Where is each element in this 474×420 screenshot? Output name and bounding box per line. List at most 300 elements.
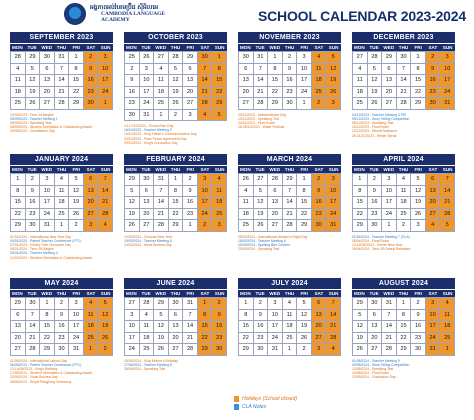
note-item: 23/10/2023 - Paris Peace Agreement Day: [124, 136, 187, 141]
day-cell: 2: [169, 110, 184, 122]
note-item: 29/09/2023 - Constitution Day: [10, 129, 55, 134]
day-cell: 15: [11, 197, 26, 209]
weekday-label: THU: [56, 291, 67, 296]
day-cell: 1: [84, 344, 99, 356]
day-cell: 27: [268, 220, 283, 232]
day-cell: 2: [125, 64, 140, 76]
day-cell: 31: [140, 110, 155, 122]
weekday-label: WED: [155, 45, 167, 50]
month-january-2024: [10, 154, 113, 260]
day-cell: 29: [283, 174, 298, 186]
day-cell: 13: [40, 75, 55, 87]
day-cell: 29: [239, 344, 254, 356]
day-cell: 8: [268, 64, 283, 76]
day-cell: 7: [154, 186, 169, 198]
day-cell: 9: [426, 64, 441, 76]
weekday-label: MON: [11, 167, 23, 172]
day-cell: 12: [26, 75, 41, 87]
day-cell: 24: [426, 333, 441, 345]
day-cell: 28: [382, 344, 397, 356]
day-cell: 5: [326, 52, 341, 64]
day-cell: 1: [239, 298, 254, 310]
day-cell: 18: [440, 321, 455, 333]
day-cell: 25: [212, 209, 227, 221]
day-cell: 28: [326, 333, 341, 345]
day-cell: 14: [154, 197, 169, 209]
day-cell: 18: [140, 333, 155, 345]
day-cell: 17: [125, 333, 140, 345]
day-cell: 27: [183, 98, 198, 110]
day-cell: 30: [368, 220, 383, 232]
day-cell: 3: [125, 310, 140, 322]
weekday-label: SUN: [214, 167, 225, 172]
weekday-label: MON: [239, 45, 251, 50]
day-cell: 14: [26, 321, 41, 333]
day-cell: 27: [353, 52, 368, 64]
day-cell: 8: [239, 310, 254, 322]
day-cell: 26: [154, 344, 169, 356]
day-cell: 27: [154, 52, 169, 64]
note-item: 16/08/2024 - Final Exam: [352, 371, 389, 376]
month-march-2024: [238, 154, 341, 251]
day-cell: 3: [98, 52, 113, 64]
day-cell: 18: [154, 87, 169, 99]
day-cell: 28: [98, 209, 113, 221]
day-cell: 24: [326, 209, 341, 221]
day-cell: 3: [382, 174, 397, 186]
day-cell: 17: [382, 197, 397, 209]
weekday-label: WED: [155, 167, 167, 172]
day-grid: [124, 173, 227, 232]
month-notes: [238, 235, 341, 252]
day-cell: 16: [368, 197, 383, 209]
day-cell: 23: [283, 87, 298, 99]
day-cell: 4: [397, 174, 412, 186]
day-cell: 17: [440, 75, 455, 87]
day-cell: 10: [140, 75, 155, 87]
day-cell: 28: [11, 52, 26, 64]
day-cell: 3: [212, 220, 227, 232]
day-cell: 25: [84, 333, 99, 345]
day-cell: 25: [353, 98, 368, 110]
day-cell: 30: [312, 220, 327, 232]
day-cell: 6: [11, 310, 26, 322]
day-cell: 24: [125, 344, 140, 356]
day-cell: 1: [382, 220, 397, 232]
day-cell: 8: [212, 64, 227, 76]
weekday-label: SUN: [328, 45, 339, 50]
day-cell: 10: [268, 310, 283, 322]
day-cell: 26: [26, 98, 41, 110]
day-cell: 21: [382, 333, 397, 345]
note-item: 01/04/2024 - Teacher Meeting 7 (CLA): [352, 234, 410, 239]
day-cell: 31: [55, 52, 70, 64]
weekday-label: THU: [170, 291, 181, 296]
day-cell: 21: [183, 333, 198, 345]
day-cell: 5: [368, 64, 383, 76]
academy-khmer-name: អង្គភាពអប់រំខេមប្រ៊ីដ ស៊ីអិលអេ: [90, 5, 159, 11]
note-item: 05/12/2023 - Story Telling Competition: [352, 116, 410, 121]
day-cell: 14: [397, 75, 412, 87]
day-cell: 20: [169, 333, 184, 345]
day-cell: 18: [55, 197, 70, 209]
day-cell: 16: [125, 87, 140, 99]
note-item: 12/08/2024 - Speaking Test: [352, 366, 394, 371]
day-cell: 27: [426, 209, 441, 221]
weekday-label: WED: [383, 291, 395, 296]
day-cell: 5: [69, 174, 84, 186]
day-cell: 14: [198, 75, 213, 87]
day-cell: 12: [326, 64, 341, 76]
day-cell: 11: [212, 186, 227, 198]
day-cell: 25: [397, 209, 412, 221]
day-cell: 9: [183, 186, 198, 198]
note-item: 22/05/2024 - Visak Bochea Day: [10, 375, 58, 380]
month-august-2024: [352, 278, 455, 380]
day-cell: 15: [353, 197, 368, 209]
day-cell: 2: [411, 298, 426, 310]
weekday-label: MON: [125, 167, 137, 172]
note-item: 18/03/2024 - Teacher Meeting 6: [238, 238, 286, 243]
weekday-label: TUE: [141, 167, 151, 172]
day-cell: 15: [40, 321, 55, 333]
day-cell: 23: [26, 209, 41, 221]
month-title: FEBRUARY 2024: [124, 154, 227, 165]
day-cell: 15: [212, 75, 227, 87]
day-cell: 13: [169, 321, 184, 333]
day-cell: 27: [382, 98, 397, 110]
note-item: 01/08/2024 - Teacher Meeting 9: [352, 358, 400, 363]
legend-cla-label: CLA Notes: [242, 404, 266, 410]
day-cell: 15: [297, 197, 312, 209]
day-cell: 25: [154, 98, 169, 110]
note-item: 06/09/2023 - Speaking Test: [10, 120, 52, 125]
day-cell: 17: [268, 321, 283, 333]
day-cell: 15: [239, 321, 254, 333]
day-cell: 13: [239, 75, 254, 87]
month-title: MAY 2024: [10, 278, 113, 289]
day-cell: 30: [140, 174, 155, 186]
day-cell: 22: [198, 333, 213, 345]
weekday-label: FRI: [72, 291, 80, 296]
day-cell: 22: [212, 87, 227, 99]
weekday-label: FRI: [186, 167, 194, 172]
day-cell: 2: [254, 298, 269, 310]
note-item: 05/04/2024 - Final Exam: [352, 238, 389, 243]
weekday-label: SUN: [100, 167, 111, 172]
weekday-label: FRI: [186, 291, 194, 296]
day-cell: 22: [169, 209, 184, 221]
day-cell: 1: [411, 52, 426, 64]
day-cell: 28: [26, 344, 41, 356]
day-cell: 5: [212, 110, 227, 122]
day-cell: 27: [40, 98, 55, 110]
day-cell: 17: [198, 197, 213, 209]
day-cell: 26: [169, 98, 184, 110]
day-cell: 17: [69, 321, 84, 333]
day-cell: 29: [212, 98, 227, 110]
day-cell: 1: [40, 298, 55, 310]
day-cell: 31: [382, 298, 397, 310]
day-cell: 17: [426, 321, 441, 333]
day-cell: 12: [254, 197, 269, 209]
day-cell: 4: [239, 186, 254, 198]
month-notes: [124, 124, 227, 145]
day-cell: 5: [297, 298, 312, 310]
day-cell: 9: [254, 310, 269, 322]
day-cell: 29: [11, 298, 26, 310]
day-cell: 6: [426, 174, 441, 186]
day-grid: [124, 297, 227, 356]
day-cell: 27: [254, 174, 269, 186]
weekday-label: FRI: [300, 45, 308, 50]
weekday-label: WED: [269, 291, 281, 296]
month-april-2024: [352, 154, 455, 251]
day-cell: 7: [440, 174, 455, 186]
day-cell: 8: [198, 310, 213, 322]
note-item: 24/11/2023 - Final Exam: [238, 120, 275, 125]
day-cell: 22: [353, 209, 368, 221]
note-item: 19/02/2024 - Teacher Meeting 5: [124, 238, 172, 243]
day-cell: 24: [268, 333, 283, 345]
day-cell: 20: [312, 321, 327, 333]
day-cell: 3: [183, 110, 198, 122]
day-cell: 8: [297, 186, 312, 198]
day-cell: 14: [326, 310, 341, 322]
day-cell: 21: [26, 333, 41, 345]
weekday-header: [10, 165, 113, 173]
day-cell: 30: [212, 344, 227, 356]
day-cell: 3: [411, 220, 426, 232]
day-cell: 11: [239, 197, 254, 209]
day-cell: 13: [268, 197, 283, 209]
weekday-label: WED: [41, 45, 53, 50]
month-notes: [352, 113, 455, 138]
day-cell: 11: [140, 321, 155, 333]
day-cell: 31: [40, 220, 55, 232]
weekday-label: SUN: [442, 167, 453, 172]
day-cell: 20: [140, 209, 155, 221]
day-cell: 5: [169, 64, 184, 76]
day-cell: 7: [283, 186, 298, 198]
day-cell: 29: [353, 220, 368, 232]
day-cell: 28: [397, 98, 412, 110]
weekday-label: FRI: [414, 45, 422, 50]
day-cell: 28: [198, 98, 213, 110]
month-title: JULY 2024: [238, 278, 341, 289]
day-cell: 16: [212, 321, 227, 333]
day-cell: 30: [411, 344, 426, 356]
note-item: 20/03/2024 - Spelling Bee Contest: [238, 242, 290, 247]
day-cell: 4: [326, 344, 341, 356]
day-cell: 25: [312, 87, 327, 99]
note-item: 17/06/2024 - Teacher Meeting 8: [124, 362, 172, 367]
day-cell: 2: [212, 298, 227, 310]
day-cell: 16: [283, 75, 298, 87]
day-cell: 10: [440, 64, 455, 76]
day-cell: 5: [353, 310, 368, 322]
day-grid: [10, 173, 113, 232]
day-cell: 11: [283, 310, 298, 322]
day-cell: 11: [440, 310, 455, 322]
day-cell: 10: [69, 310, 84, 322]
day-cell: 24: [382, 209, 397, 221]
weekday-label: FRI: [72, 45, 80, 50]
day-cell: 20: [11, 333, 26, 345]
day-cell: 4: [212, 174, 227, 186]
page-title: SCHOOL CALENDAR 2023-2024: [258, 8, 466, 24]
day-cell: 7: [397, 64, 412, 76]
day-cell: 3: [198, 174, 213, 186]
day-cell: 2: [283, 52, 298, 64]
day-cell: 27: [239, 98, 254, 110]
note-item: 12/01/2024 - Student Orientation & Outstanding Award: [10, 255, 92, 260]
day-cell: 20: [40, 87, 55, 99]
note-item: 01/01/2024 - International New Year Day: [10, 234, 72, 239]
day-cell: 29: [11, 220, 26, 232]
day-cell: 8: [397, 310, 412, 322]
weekday-header: [352, 289, 455, 297]
day-cell: 4: [55, 174, 70, 186]
academy-name: CAMBODIA LANGUAGE ACADEMY: [101, 11, 166, 23]
note-item: 13-17/10/2023 - Pchum Ben Day: [124, 124, 174, 128]
month-february-2024: [124, 154, 227, 247]
day-cell: 1: [440, 344, 455, 356]
day-cell: 12: [69, 186, 84, 198]
day-cell: 19: [326, 75, 341, 87]
month-october-2023: [124, 32, 227, 145]
weekday-label: SAT: [86, 291, 96, 296]
day-cell: 29: [69, 98, 84, 110]
day-cell: 3: [297, 52, 312, 64]
day-cell: 20: [84, 197, 99, 209]
note-item: 15/12/2023 - Final Exam: [352, 125, 389, 130]
day-cell: 6: [312, 298, 327, 310]
day-cell: 4: [353, 64, 368, 76]
note-item: 19/04/2024 - Term 1B Result Released: [352, 247, 411, 252]
weekday-label: SUN: [442, 291, 453, 296]
day-cell: 14: [254, 75, 269, 87]
day-cell: 30: [40, 52, 55, 64]
day-cell: 6: [84, 174, 99, 186]
calendar-header: [0, 0, 474, 30]
day-cell: 23: [125, 98, 140, 110]
day-cell: 23: [312, 209, 327, 221]
day-cell: 5: [254, 186, 269, 198]
day-cell: 11: [312, 64, 327, 76]
day-cell: 10: [297, 64, 312, 76]
day-cell: 24: [440, 87, 455, 99]
day-cell: 18: [212, 197, 227, 209]
weekday-header: [238, 43, 341, 51]
day-cell: 1: [169, 174, 184, 186]
day-cell: 23: [411, 333, 426, 345]
day-cell: 29: [40, 344, 55, 356]
weekday-label: MON: [353, 291, 365, 296]
day-cell: 14: [283, 197, 298, 209]
day-cell: 7: [382, 310, 397, 322]
weekday-label: SAT: [86, 45, 96, 50]
day-cell: 3: [69, 298, 84, 310]
weekday-label: FRI: [186, 45, 194, 50]
day-cell: 15: [69, 75, 84, 87]
day-cell: 1: [69, 52, 84, 64]
note-item: 05/08/2024 - Story Telling Competition: [352, 362, 410, 367]
day-cell: 4: [198, 110, 213, 122]
day-cell: 28: [140, 298, 155, 310]
day-cell: 12: [411, 186, 426, 198]
day-cell: 30: [254, 344, 269, 356]
day-cell: 8: [11, 186, 26, 198]
weekday-label: MON: [125, 291, 137, 296]
day-cell: 29: [382, 52, 397, 64]
day-grid: [352, 173, 455, 232]
day-cell: 3: [326, 98, 341, 110]
month-title: AUGUST 2024: [352, 278, 455, 289]
month-september-2023: [10, 32, 113, 134]
day-cell: 7: [254, 64, 269, 76]
day-cell: 9: [212, 310, 227, 322]
day-cell: 29: [268, 98, 283, 110]
month-notes: [10, 113, 113, 134]
note-item: 22/12/2023 - Result Released: [352, 129, 397, 134]
note-item: 25-31/12/2023 - Winter Break: [352, 133, 397, 138]
day-cell: 6: [368, 310, 383, 322]
weekday-label: THU: [56, 167, 67, 172]
day-cell: 30: [426, 98, 441, 110]
day-cell: 2: [98, 344, 113, 356]
day-cell: 12: [98, 310, 113, 322]
day-cell: 27: [312, 333, 327, 345]
day-cell: 23: [55, 333, 70, 345]
note-item: 17/05/2024 - Student Orientation & Outstanding Award: [10, 371, 92, 376]
weekday-label: SAT: [428, 291, 438, 296]
day-cell: 17: [326, 197, 341, 209]
weekday-label: FRI: [414, 291, 422, 296]
day-cell: 18: [353, 87, 368, 99]
note-item: 13/11/2023 - Speaking Test: [238, 116, 279, 121]
month-notes: [10, 235, 113, 260]
weekday-label: TUE: [27, 291, 37, 296]
day-cell: 6: [239, 64, 254, 76]
day-cell: 2: [368, 174, 383, 186]
day-cell: 19: [368, 87, 383, 99]
day-cell: 2: [84, 52, 99, 64]
weekday-label: MON: [239, 167, 251, 172]
day-cell: 14: [55, 75, 70, 87]
day-cell: 26: [326, 87, 341, 99]
month-title: NOVEMBER 2023: [238, 32, 341, 43]
weekday-label: FRI: [300, 291, 308, 296]
day-cell: 29: [198, 344, 213, 356]
day-cell: 29: [26, 52, 41, 64]
day-cell: 23: [84, 87, 99, 99]
day-cell: 13: [84, 186, 99, 198]
day-cell: 1: [11, 174, 26, 186]
day-cell: 4: [426, 220, 441, 232]
day-cell: 28: [169, 52, 184, 64]
day-cell: 12: [169, 75, 184, 87]
weekday-label: WED: [41, 167, 53, 172]
day-cell: 31: [326, 220, 341, 232]
day-cell: 9: [84, 64, 99, 76]
weekday-label: TUE: [141, 291, 151, 296]
day-cell: 4: [84, 298, 99, 310]
day-cell: 13: [140, 197, 155, 209]
weekday-label: TUE: [255, 45, 265, 50]
day-cell: 26: [411, 209, 426, 221]
weekday-label: TUE: [255, 167, 265, 172]
